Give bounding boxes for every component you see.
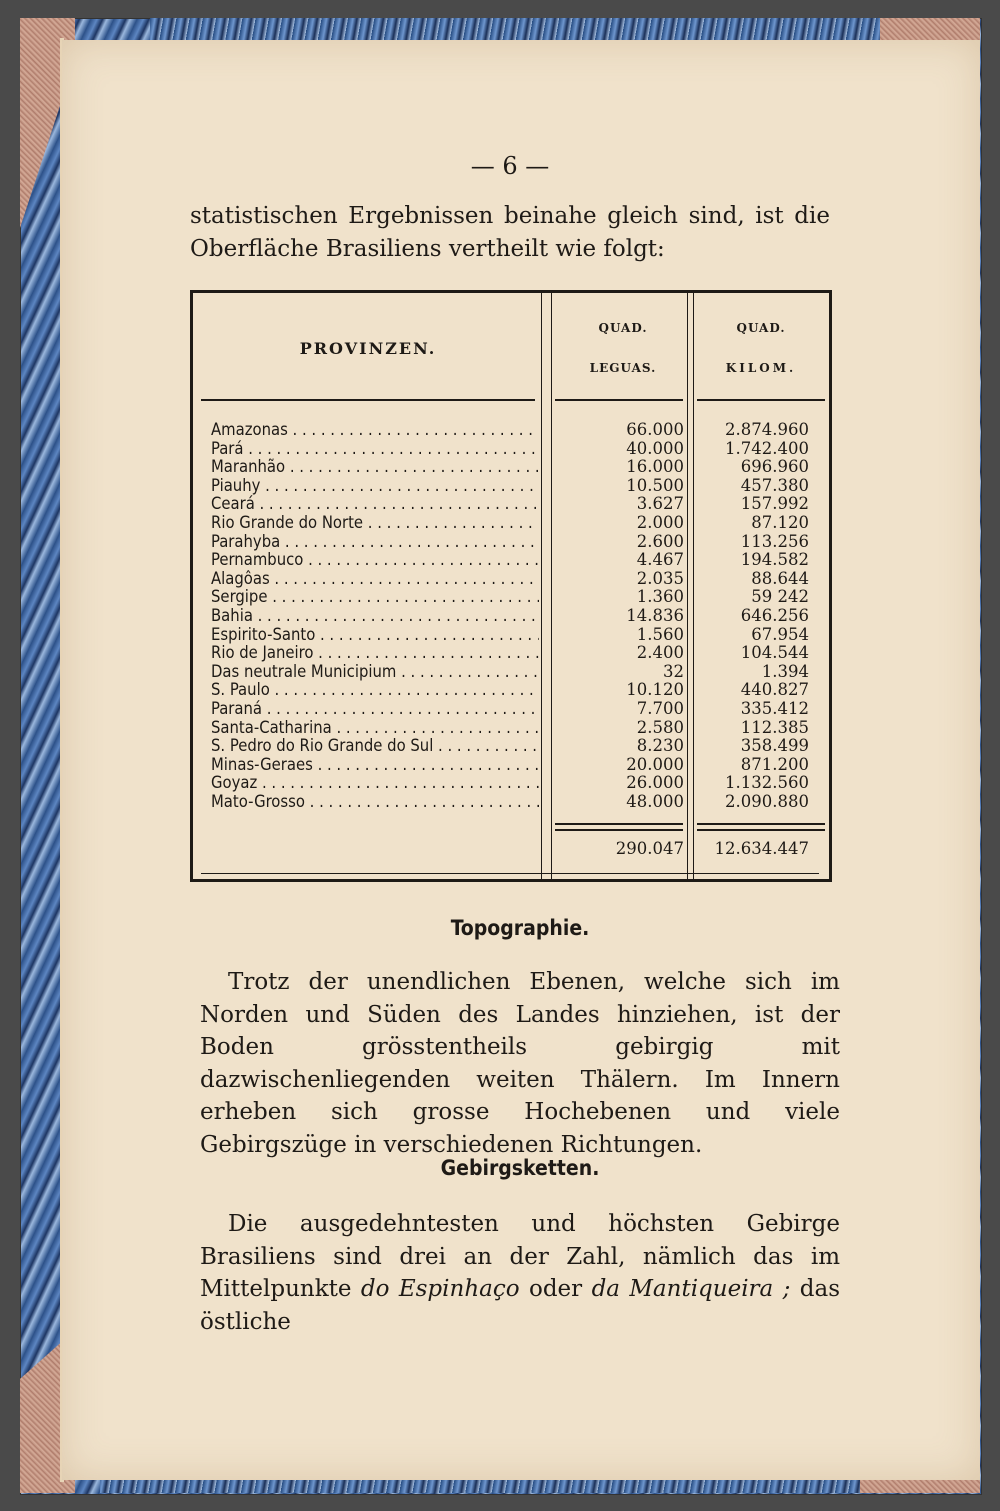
province-name: Das neutrale Municipium . . . (211, 663, 539, 682)
province-name: Mato-Grosso . . . (211, 793, 539, 812)
quad-kilom-value: 113.256 (740, 531, 809, 551)
header-rule (555, 399, 683, 401)
quad-leguas-value: 26.000 (626, 773, 684, 793)
table-row (211, 774, 811, 793)
quad-leguas-value: 16.000 (626, 457, 684, 477)
paragraph-gebirgsketten-text1: Die ausgedehntesten und höchsten Gebirge Brasiliens sind drei an der Zahl, nämlich das im Mittelpunkte (200, 1211, 840, 1302)
table-row (211, 533, 811, 552)
quad-kilom-value: 2.874.960 (725, 420, 809, 439)
table-bottom-rule (201, 873, 819, 874)
header-provinzen: PROVINZEN. (299, 339, 437, 358)
quad-kilom-value: 871.200 (740, 754, 809, 774)
quad-kilom-value: 1.132.560 (725, 773, 809, 793)
quad-kilom-value: 88.644 (751, 568, 809, 588)
quad-leguas-value: 1.560 (636, 624, 684, 644)
quad-leguas-value: 14.836 (626, 605, 684, 625)
province-name: Rio de Janeiro . . . (211, 644, 539, 663)
quad-leguas-value: 2.000 (636, 512, 684, 532)
table-row (211, 551, 811, 570)
total-rule (555, 829, 683, 831)
total-kilom: 12.634.447 (714, 839, 809, 858)
italic-mantiqueira: da Mantiqueira ; (591, 1276, 791, 1302)
table-row (211, 588, 811, 607)
table-row (211, 477, 811, 496)
paragraph-gebirgsketten-text2: oder (528, 1276, 583, 1302)
table-row (211, 458, 811, 477)
paragraph-topographie-text: Trotz der unendlichen Ebenen, welche sich im Norden und Süden des Landes hinziehen, ist der Boden grösstentheils gebirgig mit dazwischenliegenden weiten Thälern. Im Innern erheben sich grosse Hochebenen und viele Gebirgszüge in verschiedenen Richtungen. (200, 969, 840, 1158)
table-row (211, 793, 811, 812)
province-name: Minas-Geraes . . . (211, 756, 539, 775)
header-quad-leguas-top: QUAD. (598, 321, 648, 335)
header-rule (201, 399, 535, 401)
quad-kilom-value: 696.960 (740, 457, 809, 477)
province-name: S. Pedro do Rio Grande do Sul . . . (211, 737, 539, 756)
total-rule (555, 823, 683, 825)
table-row (211, 495, 811, 514)
header-quad-leguas-bottom: LEGUAS. (589, 361, 657, 375)
quad-leguas-value: 2.035 (636, 568, 684, 588)
quad-leguas-value: 2.580 (636, 717, 684, 737)
province-name: Piauhy . . . (211, 477, 539, 496)
table-row (211, 570, 811, 589)
province-name: Paraná . . . (211, 700, 539, 719)
table-rows (211, 421, 811, 811)
table-row (211, 681, 811, 700)
province-name: Ceará . . . (211, 495, 539, 514)
quad-leguas-value: 2.400 (636, 643, 684, 663)
table-row (211, 421, 811, 440)
paragraph-gebirgsketten-text3: das östliche (200, 1276, 841, 1335)
quad-kilom-value: 2.090.880 (725, 791, 809, 811)
header-quad-kilom-bottom: KILOM. (725, 361, 797, 375)
quad-leguas-value: 10.120 (626, 680, 684, 700)
province-name: Pará . . . (211, 440, 539, 459)
province-name: Bahia . . . (211, 607, 539, 626)
quad-leguas-value: 32 (663, 661, 684, 681)
province-name: Alagôas . . . (211, 570, 539, 589)
quad-leguas-value: 7.700 (636, 698, 684, 718)
page-number: — 6 — (470, 152, 550, 180)
quad-leguas-value: 66.000 (626, 420, 684, 439)
statistics-table (190, 290, 832, 882)
table-row (211, 607, 811, 626)
quad-leguas-value: 2.600 (636, 531, 684, 551)
province-name: Santa-Catharina . . . (211, 719, 539, 738)
quad-leguas-value: 40.000 (626, 438, 684, 458)
table-row (211, 440, 811, 459)
total-rule (697, 823, 825, 825)
quad-kilom-value: 194.582 (740, 550, 809, 570)
total-leguas: 290.047 (615, 839, 684, 858)
heading-gebirgsketten: Gebirgsketten. (440, 1156, 600, 1180)
header-rule (697, 399, 825, 401)
quad-leguas-value: 8.230 (636, 736, 684, 756)
province-name: Maranhão . . . (211, 458, 539, 477)
table-row (211, 644, 811, 663)
table-row (211, 719, 811, 738)
quad-kilom-value: 67.954 (751, 624, 809, 644)
heading-topographie: Topographie. (450, 916, 590, 940)
province-name: Espirito-Santo . . . (211, 626, 539, 645)
table-row (211, 514, 811, 533)
quad-leguas-value: 20.000 (626, 754, 684, 774)
table-row (211, 663, 811, 682)
header-quad-kilom-top: QUAD. (736, 321, 786, 335)
quad-kilom-value: 157.992 (740, 494, 809, 514)
intro-paragraph: statistischen Ergebnissen beinahe gleich sind, ist die Oberfläche Brasiliens vertheilt wie folgt: (190, 203, 830, 262)
quad-leguas-value: 3.627 (636, 494, 684, 514)
province-name: Goyaz . . . (211, 774, 539, 793)
paragraph-topographie (200, 966, 840, 1161)
quad-kilom-value: 112.385 (740, 717, 809, 737)
quad-kilom-value: 104.544 (740, 643, 809, 663)
quad-kilom-value: 358.499 (740, 736, 809, 756)
province-name: Sergipe . . . (211, 588, 539, 607)
quad-leguas-value: 48.000 (626, 791, 684, 811)
table-row (211, 626, 811, 645)
province-name: Parahyba . . . (211, 533, 539, 552)
quad-kilom-value: 1.742.400 (725, 438, 809, 458)
table-row (211, 700, 811, 719)
total-rule (697, 829, 825, 831)
italic-espinhaco: do Espinhaço (360, 1276, 520, 1302)
province-name: Pernambuco . . . (211, 551, 539, 570)
quad-kilom-value: 87.120 (751, 512, 809, 532)
quad-kilom-value: 335.412 (740, 698, 809, 718)
quad-kilom-value: 59 242 (751, 587, 809, 607)
quad-kilom-value: 457.380 (740, 475, 809, 495)
quad-kilom-value: 1.394 (761, 661, 809, 681)
quad-leguas-value: 4.467 (636, 550, 684, 570)
province-name: Rio Grande do Norte . . . (211, 514, 539, 533)
quad-leguas-value: 10.500 (626, 475, 684, 495)
quad-leguas-value: 1.360 (636, 587, 684, 607)
table-row (211, 737, 811, 756)
province-name: S. Paulo . . . (211, 681, 539, 700)
paragraph-gebirgsketten (200, 1208, 840, 1338)
quad-kilom-value: 440.827 (740, 680, 809, 700)
quad-kilom-value: 646.256 (740, 605, 809, 625)
province-name: Amazonas . . . (211, 421, 539, 440)
table-row (211, 756, 811, 775)
